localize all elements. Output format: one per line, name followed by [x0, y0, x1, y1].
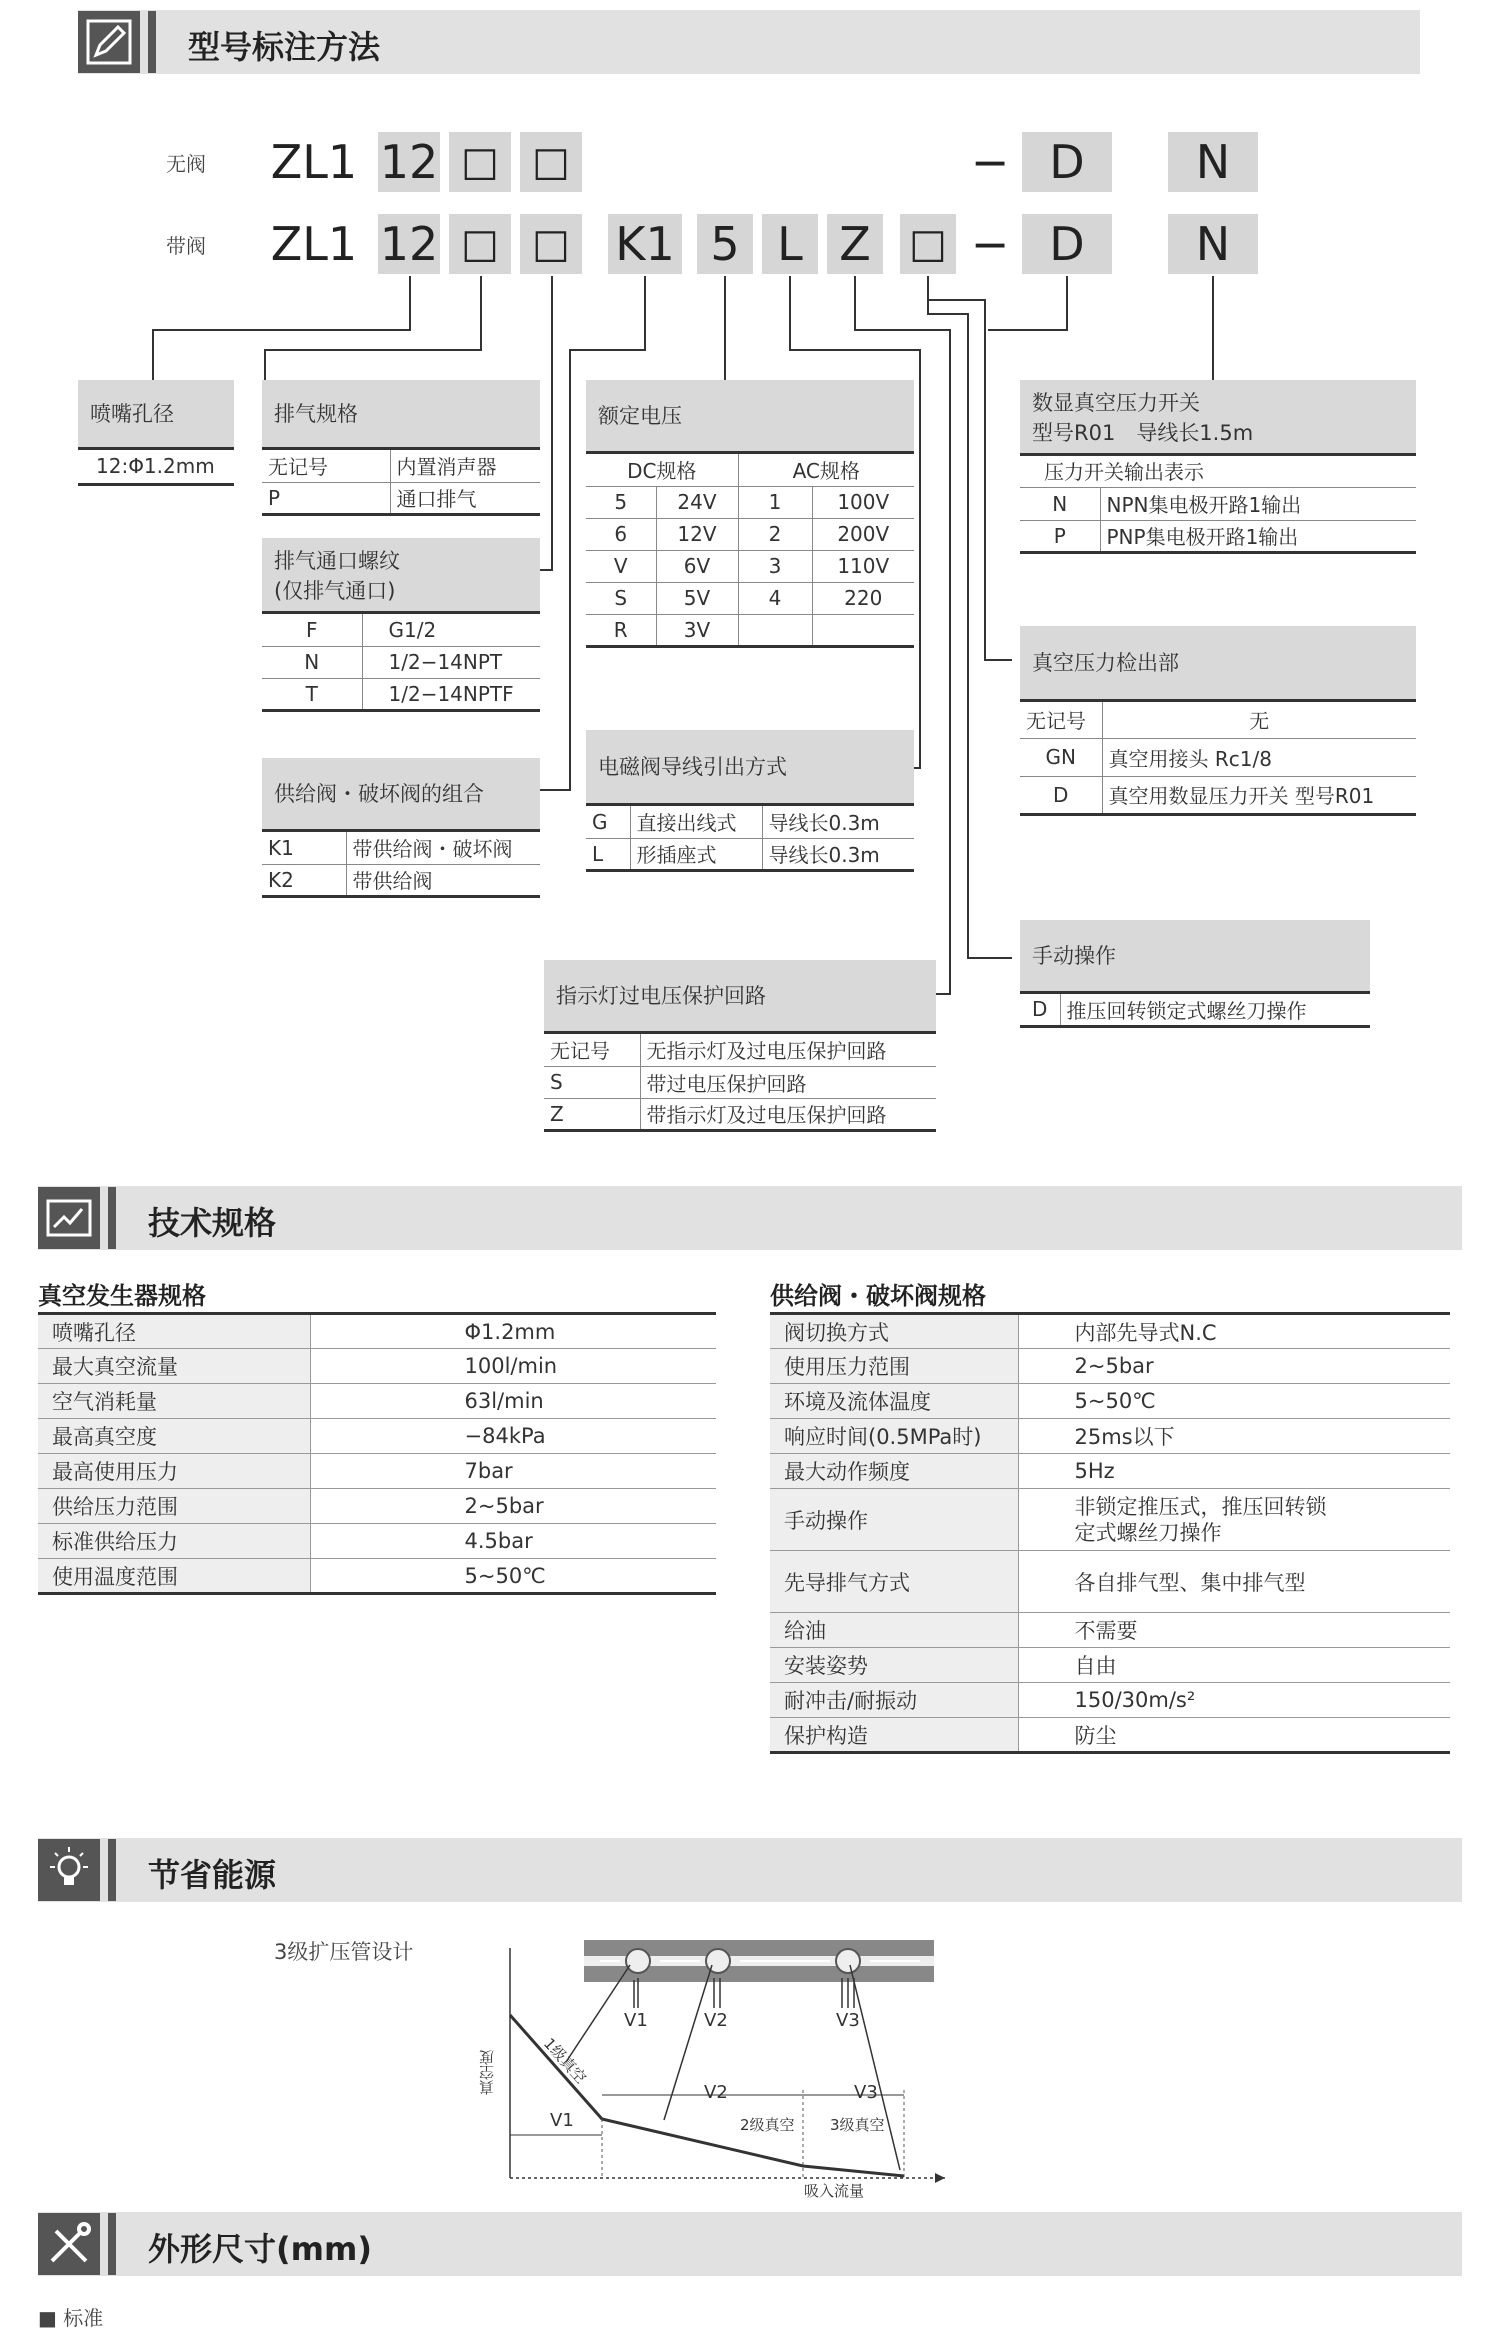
table-row: N NPN集电极开路1输出: [1020, 488, 1416, 520]
manual-table: [1020, 994, 1370, 1028]
section-title: 节省能源: [148, 1856, 277, 1894]
label-stage3: 3级真空: [830, 2116, 885, 2134]
section-title: 技术规格: [148, 1204, 277, 1242]
valve-spec-table: [770, 1312, 1450, 1754]
label-v1-top: V1: [624, 2010, 648, 2031]
nozzle-value: 12:Φ1.2mm: [78, 454, 234, 486]
section-header-dims: [38, 2212, 1462, 2276]
table-row: N 1/2−14NPT: [262, 646, 540, 678]
table-row: 无记号 无指示灯及过电压保护回路: [544, 1034, 936, 1066]
row-label-novalve: 无阀: [166, 152, 206, 176]
x-axis-label: 吸入流量: [804, 2182, 865, 2200]
detect-title: 真空压力检出部: [1020, 626, 1416, 702]
code-d: D: [1022, 132, 1112, 192]
vac-spec-table: [38, 1312, 716, 1595]
table-row: D 真空用数显压力开关 型号R01: [1020, 776, 1416, 814]
table-row: DC规格 AC规格: [586, 454, 914, 486]
label-v3: V3: [854, 2082, 878, 2103]
code-dash: −: [970, 135, 1010, 189]
header-divider: [108, 2213, 116, 2275]
code-size: 12: [378, 214, 440, 274]
detect-table: [1020, 702, 1416, 816]
code-dash: −: [970, 217, 1010, 271]
code-wire: L: [762, 214, 818, 274]
valve-combo-table: [262, 832, 540, 898]
code-blank: □: [900, 214, 956, 274]
code-indicator: Z: [827, 214, 883, 274]
table-row: 5 24V 1 100V: [586, 486, 914, 518]
table-row: 最大真空流量 100l/min: [38, 1349, 716, 1384]
switch-title: 数显真空压力开关 型号R01 导线长1.5m: [1020, 380, 1416, 456]
arrows: [566, 1965, 900, 2170]
chart-trend-icon: [38, 1187, 100, 1249]
table-row: 6 12V 2 200V: [586, 518, 914, 550]
code-blank: □: [449, 214, 511, 274]
exhaust-table: [262, 450, 540, 516]
header-divider: [108, 1187, 116, 1249]
code-blank: □: [520, 132, 582, 192]
table-row: G 直接出线式 导线长0.3m: [586, 806, 914, 838]
table-row: 标准供给压力 4.5bar: [38, 1524, 716, 1559]
table-row: S 带过电压保护回路: [544, 1066, 936, 1098]
label-v2-top: V2: [704, 2010, 728, 2031]
table-row: V 6V 3 110V: [586, 550, 914, 582]
exhaust-title: 排气规格: [262, 380, 540, 450]
thread-title: 排气通口螺纹 (仅排气通口): [262, 538, 540, 614]
table-row: D 推压回转锁定式螺丝刀操作: [1020, 994, 1370, 1026]
table-row: 供给压力范围 2~5bar: [38, 1489, 716, 1524]
table-row: S 5V 4 220: [586, 582, 914, 614]
lightbulb-icon: [38, 1839, 100, 1901]
indicator-title: 指示灯过电压保护回路: [544, 960, 936, 1034]
voltage-table: [586, 454, 914, 648]
table-row: P 通口排气: [262, 482, 540, 514]
table-row: T 1/2−14NPTF: [262, 678, 540, 710]
table-row: 无记号 内置消声器: [262, 450, 540, 482]
table-row: 无记号 无: [1020, 702, 1416, 738]
table-row: 先导排气方式 各自排气型、集中排气型: [770, 1551, 1450, 1613]
label-stage1: 1级真空: [539, 2034, 590, 2088]
table-row: R 3V: [586, 614, 914, 646]
table-row: 最高真空度 −84kPa: [38, 1419, 716, 1454]
switch-table: [1020, 488, 1416, 554]
code-voltage: 5: [697, 214, 753, 274]
table-row: 使用温度范围 5~50℃: [38, 1559, 716, 1594]
code-prefix: ZL1: [270, 135, 358, 189]
manual-title: 手动操作: [1020, 920, 1370, 994]
table-row: 手动操作 非锁定推压式，推压回转锁 定式螺丝刀操作: [770, 1489, 1450, 1551]
indicator-table: [544, 1034, 936, 1132]
table-row: 给油 不需要: [770, 1613, 1450, 1648]
table-row: Z 带指示灯及过电压保护回路: [544, 1098, 936, 1130]
label-v3-top: V3: [836, 2010, 860, 2031]
diffuser-tube: [584, 1940, 934, 1982]
table-row: 耐冲击/耐振动 150/30m/s²: [770, 1683, 1450, 1718]
section-header-energy: [38, 1838, 1462, 1902]
table-row: 空气消耗量 63l/min: [38, 1384, 716, 1419]
wire-table: [586, 806, 914, 872]
section-title: 型号标注方法: [188, 28, 381, 66]
code-size: 12: [378, 132, 440, 192]
nozzle-title: 喷嘴孔径: [78, 380, 234, 450]
table-row: 保护构造 防尘: [770, 1718, 1450, 1753]
table-row: 使用压力范围 2~5bar: [770, 1349, 1450, 1384]
table-row: K2 带供给阀: [262, 864, 540, 896]
table-row: K1 带供给阀・破坏阀: [262, 832, 540, 864]
table-row: GN 真空用接头 Rc1/8: [1020, 738, 1416, 776]
table-row: 最高使用压力 7bar: [38, 1454, 716, 1489]
code-blank: □: [449, 132, 511, 192]
switch-subtitle: 压力开关输出表示: [1020, 456, 1416, 488]
standard-label: ■ 标准: [38, 2306, 104, 2330]
thread-table: [262, 614, 540, 712]
table-row: 最大动作频度 5Hz: [770, 1454, 1450, 1489]
code-k: K1: [608, 214, 682, 274]
vac-spec-title: 真空发生器规格: [38, 1282, 206, 1310]
tools-icon: [38, 2213, 100, 2275]
section-title: 外形尺寸(mm): [148, 2230, 372, 2268]
code-d: D: [1022, 214, 1112, 274]
valve-spec-title: 供给阀・破坏阀规格: [770, 1282, 986, 1310]
wire-title: 电磁阀导线引出方式: [586, 730, 914, 806]
label-stage2: 2级真空: [740, 2116, 795, 2134]
voltage-title: 额定电压: [586, 380, 914, 454]
table-row: 响应时间(0.5MPa时) 25ms以下: [770, 1419, 1450, 1454]
energy-caption: 3级扩压管设计: [274, 1940, 414, 1964]
table-row: 环境及流体温度 5~50℃: [770, 1384, 1450, 1419]
code-n: N: [1168, 132, 1258, 192]
table-row: L 形插座式 导线长0.3m: [586, 838, 914, 870]
code-n: N: [1168, 214, 1258, 274]
row-label-valve: 带阀: [166, 234, 206, 258]
table-row: F G1/2: [262, 614, 540, 646]
table-row: 阀切换方式 内部先导式N.C: [770, 1314, 1450, 1349]
table-row: P PNP集电极开路1输出: [1020, 520, 1416, 552]
table-row: 喷嘴孔径 Φ1.2mm: [38, 1314, 716, 1349]
table-row: 安装姿势 自由: [770, 1648, 1450, 1683]
valve-combo-title: 供给阀・破坏阀的组合: [262, 758, 540, 832]
label-v2: V2: [704, 2082, 728, 2103]
code-prefix: ZL1: [270, 217, 358, 271]
section-header-tech: [38, 1186, 1462, 1250]
code-blank: □: [520, 214, 582, 274]
y-axis-label: 真空度: [478, 2050, 496, 2095]
header-divider: [108, 1839, 116, 1901]
label-v1: V1: [550, 2110, 574, 2131]
